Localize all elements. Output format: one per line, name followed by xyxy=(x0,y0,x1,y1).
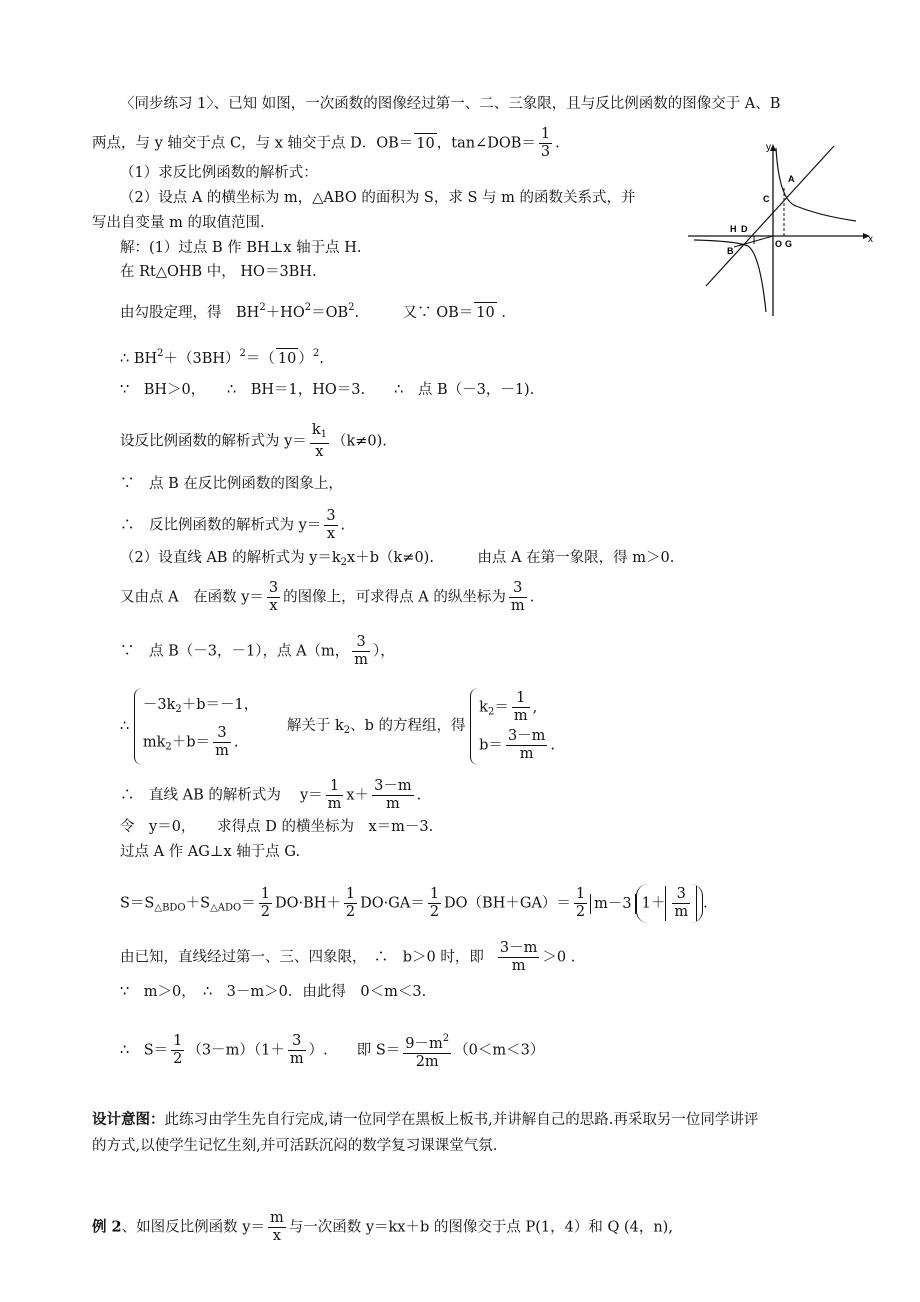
label-a: A xyxy=(788,174,795,184)
question-2: （2）设点 A 的横坐标为 m，△ABO 的面积为 S，求 S 与 m 的函数关系式，并 xyxy=(120,190,636,206)
solution-step-9: （2）设直线 AB 的解析式为 $y=k_2x+b(k\ne 0)$. 由点 A 在第一象限，得 m＞0. xyxy=(120,550,675,568)
label-h: H xyxy=(730,224,737,234)
question-2-cont: 写出自变量 m 的取值范围. xyxy=(92,215,265,231)
solution-step-11: ∵ 点 B（－3，－1），点 A（m， $\frac{3}{m}$ ）， xyxy=(120,634,395,668)
question-1: （1）求反比例函数的解析式： xyxy=(120,165,318,181)
solution-step-10: 又由点 A 在函数 y＝ $\frac{3}{x}$ 的图像上，可求得点 A 的纵坐标为 $\frac{3}{m}$ . xyxy=(120,580,535,614)
design-intent-line-1: 设计意图：此练习由学生先自行完成,请一位同学在黑板上板书,并讲解自己的思路.再采取另一位同学讲评 xyxy=(92,1111,759,1128)
solution-step-7: ∵ 点 B 在反比例函数的图象上， xyxy=(120,476,343,492)
example-2-line: 例 2、如图反比例函数 y＝ $\frac{m}{x}$ 与一次函数 y＝kx＋b 的图像交于点 P(1，4）和 Q (4，n), xyxy=(92,1210,673,1244)
solution-step-19: ∴ S＝ $\frac{1}{2}$ （3－m）（1＋ $\frac{3}{m}$ ）. 即 S＝ $\frac{9-m^2}{2m}$ （0＜m＜3） xyxy=(120,1030,544,1071)
solution-step-6: 设反比例函数的解析式为 y＝ $\frac{k_1}{x}$ （k≠0). xyxy=(120,422,387,460)
design-intent-line-2: 的方式,以使学生记忆生刻,并可活跃沉闷的数学复习课课堂气氛. xyxy=(92,1138,498,1154)
solution-step-5: ∵ BH＞0， ∴ BH＝1，HO＝3. ∴ 点 B（－3，－1). xyxy=(120,382,535,398)
line-ab xyxy=(706,146,834,286)
label-b: B xyxy=(727,246,734,256)
solution-step-13: ∴ 直线 AB 的解析式为 y＝ $\frac{1}{m}$ x＋ $\frac{3-m}{m}$ . xyxy=(120,778,422,812)
label-c: C xyxy=(763,194,770,204)
solution-step-12: ∴ $-3k_2+b=-1$， $mk_2+b=$ $\frac{3}{m}$ . 解关于 $k_2$、b 的方程组，得 $k_2=$ $\frac{1}{m}$ , b＝ $\frac{3-m}{m}$ . xyxy=(120,688,559,765)
solution-step-3: 由勾股定理，得 $BH^2+HO^2=OB^2$. 又∵ OB＝ 10 . xyxy=(120,302,506,321)
problem-line-2: 两点，与 y 轴交于点 C，与 x 轴交于点 D．OB＝ 10 ，tan∠DOB＝ $\frac{1}{3}$ . xyxy=(92,126,560,160)
y-axis-label: y xyxy=(766,142,771,153)
solution-area-formula: $S=S_{\triangle BDO}+S_{\triangle ADO}=$ $\frac{1}{2}$ DO·BH＋ $\frac{1}{2}$ DO·GA＝ $\frac{1}{2}$ DO（BH＋GA）＝ $\frac{1}{2}$ m－3 1＋ $\frac{3}{m}$ . xyxy=(120,884,708,923)
label-g: G xyxy=(785,239,793,249)
x-axis-label: x xyxy=(868,234,873,245)
solution-step-1: 解：(1）过点 B 作 BH⊥x 轴于点 H. xyxy=(120,240,362,256)
solution-step-15: 过点 A 作 AG⊥x 轴于点 G. xyxy=(120,844,301,860)
solution-step-17: 由已知，直线经过第一、三、四象限， ∴ b＞0 时，即 $\frac{3-m}{m}$ ＞0 . xyxy=(120,940,576,974)
label-o: O xyxy=(775,239,783,249)
solution-step-2: 在 Rt△OHB 中， HO＝3BH. xyxy=(120,264,317,280)
function-graph-figure xyxy=(686,140,878,320)
hyperbola-branch-1 xyxy=(776,148,856,221)
solution-step-14: 令 y＝0， 求得点 D 的横坐标为 x＝m－3. xyxy=(120,819,434,835)
problem-line-1: 〈同步练习 1〉、已知 如图，一次函数的图像经过第一、二、三象限，且与反比例函数的图像交于 A、B xyxy=(120,96,781,112)
solution-step-4: ∴ $BH^2+(3BH)^2=$（ 10 ）$^2$. xyxy=(120,348,324,367)
equation-system: $-3k_2+b=-1$， $mk_2+b=$ $\frac{3}{m}$ . xyxy=(134,688,262,765)
solution-step-18: ∵ m＞0， ∴ 3－m＞0．由此得 0＜m＜3. xyxy=(120,984,427,1000)
label-d: D xyxy=(741,224,748,234)
solution-system: $k_2=$ $\frac{1}{m}$ , b＝ $\frac{3-m}{m}$ . xyxy=(470,688,559,765)
solution-step-8: ∴ 反比例函数的解析式为 y＝ $\frac{3}{x}$ . xyxy=(120,508,346,542)
